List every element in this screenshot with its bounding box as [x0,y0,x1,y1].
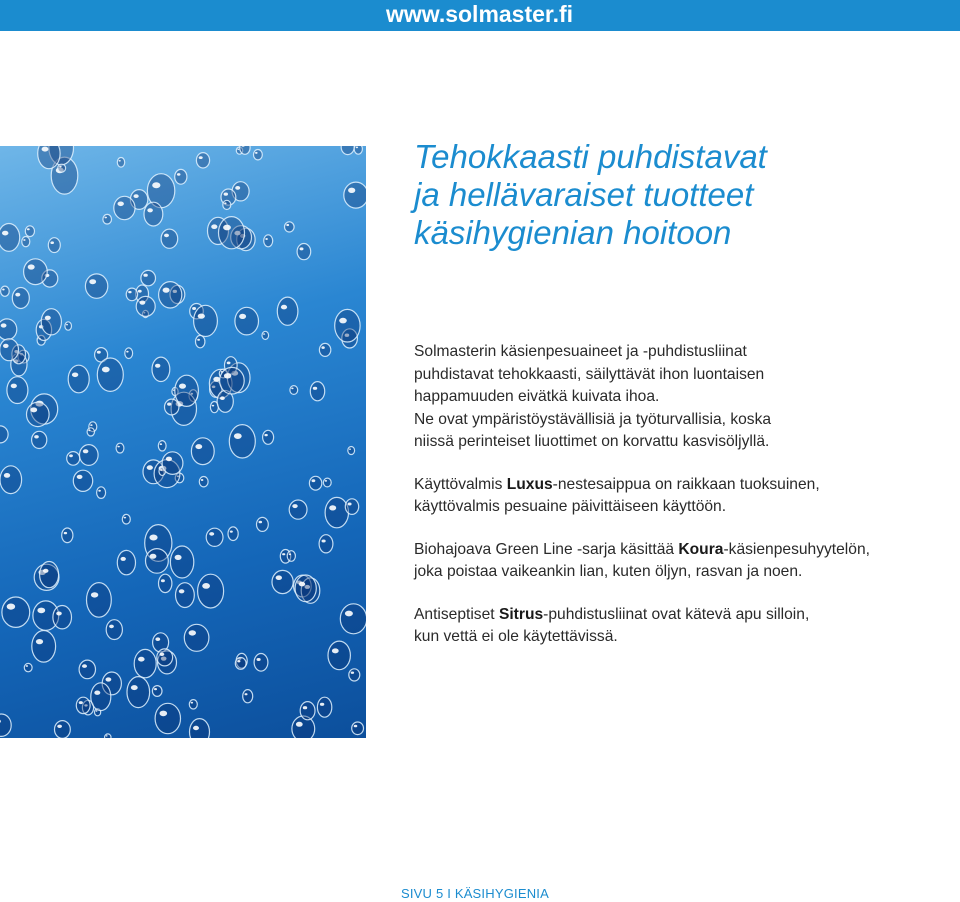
koura-after: -käsienpesuhyytelön, [723,540,870,558]
headline-line-2: ja hellävaraiset tuotteet [414,176,754,213]
bubble [170,546,193,578]
page-footer: SIVU 5 I KÄSIHYGIENIA [401,886,549,901]
bubble [309,476,321,490]
bubble [310,382,324,401]
bubble [2,597,30,627]
bubble [344,182,366,208]
bubble [240,146,250,154]
bubble [175,169,187,184]
bubble [257,517,269,531]
bubble [117,550,135,574]
bubble [0,319,17,340]
bubble [345,499,358,515]
bubble [158,441,166,451]
intro-paragraph [414,341,934,454]
intro-line-2: puhdistavat tehokkaasti, säilyttävät ihon luontaisen [414,365,765,383]
bubble [12,288,29,309]
bubble [220,367,245,394]
bubble [199,477,208,487]
bubble [219,217,245,249]
header-bar [0,0,960,31]
intro-line-3: happamuuden eivätkä kuivata ihoa. [414,388,660,405]
bubble [105,734,111,738]
bubble [348,447,355,455]
bubble [317,697,331,717]
sitrus-after: -puhdistusliinat ovat kätevä apu silloin, [543,605,810,623]
bubble [40,562,59,588]
koura-paragraph [414,539,934,584]
bubble [159,282,182,308]
bubble [196,153,209,168]
bubble [0,224,20,252]
bubble [198,574,224,608]
luxus-product-name: Luxus [506,475,553,493]
bubble [67,452,80,466]
site-url[interactable]: www.solmaster.fi [386,1,574,27]
bubble [106,620,122,640]
bubble [76,697,90,713]
bubble [48,238,60,253]
bubble [300,702,315,720]
bubble [297,244,311,260]
bubble [80,445,99,466]
bubble [91,683,111,711]
luxus-after: -nestesaippua on raikkaan tuoksuinen, [552,475,820,493]
bubble [87,428,94,436]
bubble [319,343,330,356]
bubble [24,259,48,285]
bubble [7,377,28,404]
bubble [103,214,112,224]
bubble [165,399,179,415]
bubble [25,226,34,237]
bubble [0,426,8,443]
bubble [79,660,95,679]
bubble [295,575,316,602]
bubble [323,478,331,487]
bubble [97,487,106,499]
bubble [24,663,32,671]
bubbles-illustration [0,146,366,738]
bubble [73,470,92,491]
bubble [262,331,269,339]
bubble [272,570,293,593]
sitrus-before: Antiseptiset [414,605,499,623]
bubble [1,286,10,296]
bubble [335,309,360,342]
bubble [235,658,246,670]
bubble [85,274,107,298]
bubble [0,466,22,494]
bubble [55,721,71,738]
sitrus-line-2: kun vettä ei ole käytettävissä. [414,628,618,645]
headline [414,138,767,252]
bubble [0,339,19,361]
bubble [287,551,295,562]
bubble [354,146,362,154]
bubble [117,158,124,168]
intro-line-5: niissä perinteiset liuottimet on korvattu kasvisöljyllä. [414,433,770,450]
koura-before: Biohajoava Green Line -sarja käsittää [414,540,679,558]
sitrus-paragraph [414,604,934,649]
bubble [157,649,173,666]
bubble [175,375,199,406]
bubble [32,431,47,448]
bubble [277,297,298,325]
bubble [32,631,56,663]
koura-product-name: Koura [678,540,724,558]
bubble [285,222,295,232]
bubble [127,677,150,708]
bubble [194,305,218,336]
sitrus-product-name: Sitrus [498,605,544,623]
bubble [235,307,259,335]
bubble [134,649,156,677]
bubble [341,146,354,155]
bubble [190,719,210,738]
bubble [136,296,155,316]
bubble [116,443,124,453]
bubble [289,500,307,519]
bubble [206,528,223,546]
bubble [264,235,273,247]
bubble [243,690,253,703]
bubble [254,654,268,672]
bubble [254,150,263,160]
bubble [0,714,11,736]
bubble [349,669,360,681]
bubble [196,335,205,347]
bubble [141,270,156,285]
bubble [27,402,50,426]
bubble [319,535,333,553]
bubble [263,430,274,444]
bubble [290,386,298,395]
luxus-before: Käyttövalmis [414,475,507,493]
bubble [125,348,133,359]
intro-line-4: Ne ovat ympäristöystävällisiä ja työturvallisia, koska [414,410,772,428]
luxus-paragraph [414,474,934,519]
bubble [176,583,195,608]
bubble [152,357,170,381]
bubble [162,452,183,475]
bubble [62,528,73,543]
bubble [144,202,163,226]
bubble [22,237,30,247]
bubble [161,229,178,248]
headline-line-3: käsihygienian hoitoon [414,214,732,251]
bubble [229,425,255,458]
bubble [228,527,238,541]
bubble [53,606,72,629]
bubble [352,722,364,735]
bubble [184,624,209,651]
bubble [159,574,172,592]
bubble [340,604,366,634]
water-bubbles-photo [0,146,366,738]
bubble [328,641,350,670]
bubble [146,549,169,574]
intro-line-1: Solmasterin käsienpesuaineet ja -puhdistusliinat [414,343,747,360]
bubble [38,146,60,169]
body-text [414,341,934,649]
bubble [114,196,135,219]
bubble [87,583,112,618]
bubble [65,322,72,330]
bubble [126,288,137,301]
bubble [325,497,348,527]
bubble [189,700,197,709]
bubble [97,358,123,391]
bubble [68,365,89,393]
bubble [152,686,162,697]
bubble [223,200,231,209]
bubble [155,703,180,733]
bubble [122,514,130,524]
bubble [41,309,61,335]
koura-line-2: joka poistaa vaikeankin lian, kuten öljyn, rasvan ja noen. [414,563,803,580]
luxus-line-2: käyttövalmis pesuaine päivittäiseen käyttöön. [414,498,727,515]
bubble [191,438,214,465]
headline-line-1: Tehokkaasti puhdistavat [414,138,767,175]
